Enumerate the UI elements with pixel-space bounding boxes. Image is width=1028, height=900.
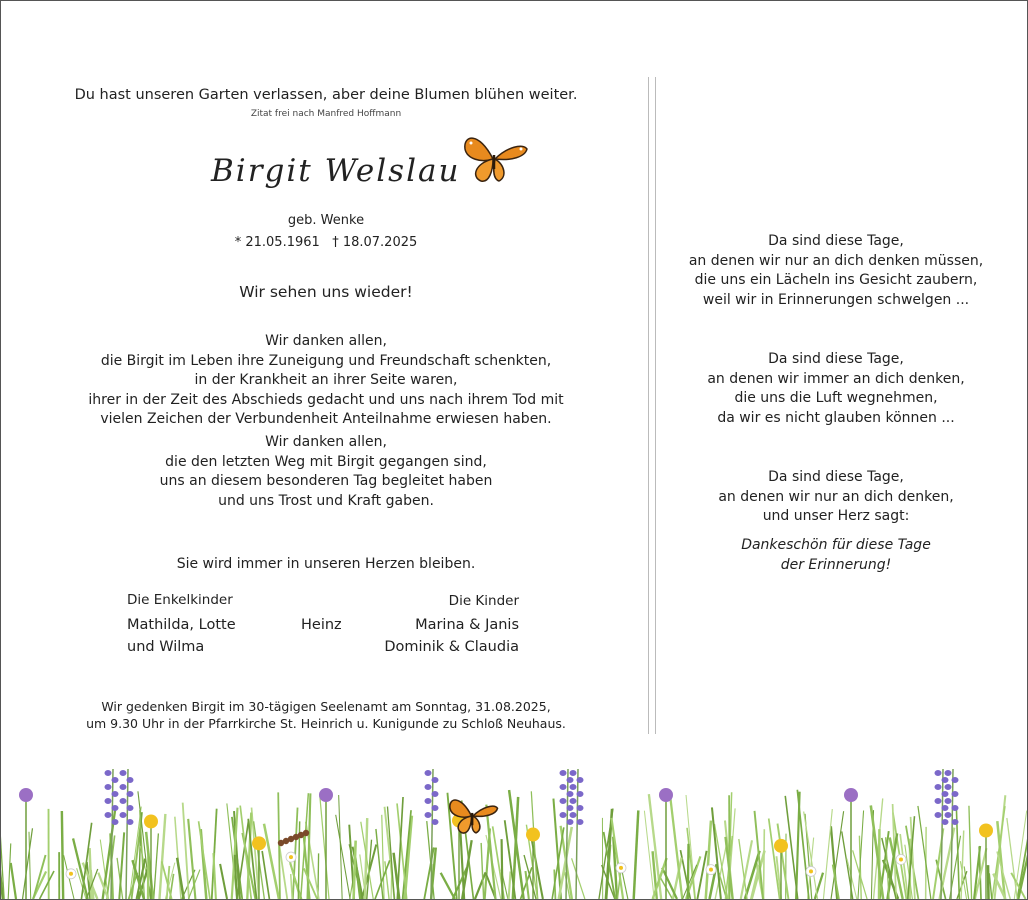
lavender-blossom <box>567 791 574 797</box>
grass-blade <box>23 828 33 899</box>
lavender-blossom <box>577 791 584 797</box>
grass-blade <box>159 814 165 899</box>
text-line: an denen wir nur an dich denken, <box>718 488 954 505</box>
lavender-blossom <box>105 770 112 776</box>
lavender-blossom <box>567 805 574 811</box>
children-label: Die Kinder <box>448 593 519 609</box>
children-names <box>384 614 519 658</box>
dandelion-blossom <box>526 828 540 842</box>
husband-name: Heinz <box>301 617 342 633</box>
dandelion-blossom <box>774 839 788 853</box>
lavender-blossom <box>942 819 949 825</box>
text-line: Marina & Janis <box>415 617 519 633</box>
lavender-blossom <box>577 777 584 783</box>
lavender-blossom <box>120 770 127 776</box>
lavender-blossom <box>425 770 432 776</box>
cornflower-blossom <box>319 788 333 802</box>
column-divider <box>648 77 656 734</box>
text-line: ihrer in der Zeit des Abschieds gedacht und uns nach ihrem Tod mit <box>88 391 564 408</box>
lavender-blossom <box>120 812 127 818</box>
poem-stanza-2 <box>656 350 1016 428</box>
butterfly-icon <box>459 129 531 189</box>
deceased-name: Birgit Welslau <box>211 153 461 189</box>
lavender-blossom <box>952 791 959 797</box>
grass-blade <box>188 819 195 899</box>
lavender-blossom <box>942 791 949 797</box>
text-line: Dominik & Claudia <box>384 639 519 655</box>
lavender-blossom <box>105 798 112 804</box>
lavender-blossom <box>127 791 134 797</box>
text-line: Da sind diese Tage, <box>768 233 904 249</box>
grass-blade <box>336 815 350 899</box>
lavender-blossom <box>127 777 134 783</box>
lavender-blossom <box>425 784 432 790</box>
lavender-blossom <box>952 777 959 783</box>
grass-blade <box>154 833 159 899</box>
grass-blade <box>509 872 511 899</box>
lavender-blossom <box>105 812 112 818</box>
lavender-blossom <box>560 798 567 804</box>
in-hearts-line: Sie wird immer in unseren Herzen bleiben. <box>176 556 476 572</box>
life-dates: * 21.05.1961 † 18.07.2025 <box>234 235 418 250</box>
grass-blade <box>183 803 189 899</box>
lavender-blossom <box>952 805 959 811</box>
grass-blade <box>391 866 392 899</box>
lavender-blossom <box>127 819 134 825</box>
daisy-center <box>619 866 623 870</box>
flower-stem <box>126 769 128 899</box>
grass-blade <box>706 821 711 899</box>
lavender-blossom <box>567 777 574 783</box>
opening-quote: Du hast unseren Garten verlassen, aber deine Blumen blühen weiter. <box>74 87 578 103</box>
lavender-blossom <box>112 791 119 797</box>
dandelion-blossom <box>144 814 158 828</box>
dandelion-blossom <box>979 823 993 837</box>
dandelion-blossom <box>252 836 266 850</box>
grass-blade <box>764 829 765 899</box>
lavender-blossom <box>952 819 959 825</box>
poem-stanza-1 <box>656 232 1016 310</box>
lavender-blossom <box>560 770 567 776</box>
daisy-center <box>69 872 73 876</box>
grass-blade <box>220 864 227 899</box>
lavender-blossom <box>935 812 942 818</box>
text-line: weil wir in Erinnerungen schwelgen ... <box>702 291 970 308</box>
grass-blade <box>918 806 931 899</box>
birth-name: geb. Wenke <box>287 213 365 228</box>
quote-source: Zitat frei nach Manfred Hoffmann <box>250 109 402 119</box>
lavender-blossom <box>560 784 567 790</box>
lavender-blossom <box>120 784 127 790</box>
meadow-flowers-illustration <box>1 759 1027 899</box>
thanks-paragraph-1 <box>41 332 611 430</box>
text-line: uns an diesem besonderen Tag begleitet haben <box>159 473 493 489</box>
text-line: und unser Herz sagt: <box>762 508 910 524</box>
grass-blade <box>796 792 800 899</box>
lavender-blossom <box>112 819 119 825</box>
lavender-blossom <box>112 777 119 783</box>
grandchildren-label: Die Enkelkinder <box>127 592 233 608</box>
text-line: die uns die Luft wegnehmen, <box>734 390 938 406</box>
lavender-blossom <box>942 805 949 811</box>
grass-blade <box>823 809 832 899</box>
lavender-blossom <box>105 784 112 790</box>
grass-blade <box>264 824 279 899</box>
memorial-mass-notice <box>41 698 611 732</box>
grass-blade <box>129 873 138 899</box>
lavender-blossom <box>432 819 439 825</box>
grass-blade <box>969 806 972 899</box>
lavender-blossom <box>127 805 134 811</box>
grass-blade <box>634 810 639 899</box>
text-line: Wir danken allen, <box>265 434 387 450</box>
thanks-paragraph-2 <box>41 433 611 511</box>
lavender-blossom <box>577 805 584 811</box>
daisy-center <box>899 857 903 861</box>
text-line: an denen wir nur an dich denken müssen, <box>688 252 984 269</box>
lavender-blossom <box>935 784 942 790</box>
text-line: die uns ein Lächeln ins Gesicht zaubern, <box>694 272 978 288</box>
grandchildren-names <box>127 614 236 658</box>
text-line: Wir gedenken Birgit im 30-tägigen Seelenamt am Sonntag, 31.08.2025, <box>101 699 551 714</box>
grass-blade <box>509 790 524 899</box>
text-line: in der Krankheit an ihrer Seite waren, <box>194 372 458 388</box>
lavender-blossom <box>567 819 574 825</box>
lavender-blossom <box>945 812 952 818</box>
text-line: und Wilma <box>127 639 205 655</box>
cornflower-blossom <box>844 788 858 802</box>
text-line: und uns Trost und Kraft gaben. <box>218 492 434 509</box>
text-line: der Erinnerung! <box>780 556 892 573</box>
grass-blade <box>320 796 329 899</box>
lavender-blossom <box>432 791 439 797</box>
grass-blade <box>502 839 503 899</box>
grass-blade <box>62 811 63 899</box>
lavender-blossom <box>570 798 577 804</box>
lavender-blossom <box>120 798 127 804</box>
lavender-blossom <box>935 798 942 804</box>
lavender-blossom <box>935 770 942 776</box>
grass-blade <box>441 873 455 899</box>
lavender-blossom <box>432 777 439 783</box>
text-line: Da sind diese Tage, <box>768 351 904 367</box>
poem-stanza-3 <box>656 468 1016 527</box>
flower-stem <box>576 769 578 899</box>
caterpillar-segment <box>303 830 309 836</box>
cornflower-blossom <box>19 788 33 802</box>
lavender-blossom <box>942 777 949 783</box>
lavender-blossom <box>425 812 432 818</box>
lavender-blossom <box>570 770 577 776</box>
grass-blade <box>40 871 54 899</box>
grass-blade <box>688 844 689 899</box>
text-line: Mathilda, Lotte <box>127 617 236 633</box>
text-line: an denen wir immer an dich denken, <box>707 370 965 387</box>
motto: Wir sehen uns wieder! <box>239 283 413 301</box>
text-line: Da sind diese Tage, <box>768 469 904 485</box>
lavender-blossom <box>112 805 119 811</box>
cornflower-blossom <box>659 788 673 802</box>
text-line: die den letzten Weg mit Birgit gegangen sind, <box>165 453 487 470</box>
daisy-center <box>709 868 713 872</box>
lavender-blossom <box>945 798 952 804</box>
text-line: die Birgit im Leben ihre Zuneigung und Freundschaft schenkten, <box>100 352 552 369</box>
flower-stem <box>566 769 568 899</box>
grass-blade <box>291 874 292 899</box>
grass-blade <box>213 853 215 899</box>
daisy-center <box>809 869 813 873</box>
poem-closing-italic <box>656 536 1016 575</box>
butterfly-icon <box>443 793 503 839</box>
text-line: Wir danken allen, <box>265 333 387 349</box>
lavender-blossom <box>570 812 577 818</box>
lavender-blossom <box>425 798 432 804</box>
lavender-blossom <box>560 812 567 818</box>
lavender-blossom <box>945 770 952 776</box>
lavender-blossom <box>570 784 577 790</box>
text-line: um 9.30 Uhr in der Pfarrkirche St. Heinrich u. Kunigunde zu Schloß Neuhaus. <box>86 716 566 731</box>
lavender-blossom <box>945 784 952 790</box>
lavender-blossom <box>432 805 439 811</box>
text-line: vielen Zeichen der Verbundenheit Anteilnahme erwiesen haben. <box>100 411 552 427</box>
grass-blade <box>481 843 483 899</box>
grass-blade <box>11 863 16 899</box>
text-line: Dankeschön für diese Tage <box>741 537 931 553</box>
grass-blade <box>572 858 585 899</box>
daisy-center <box>289 855 293 859</box>
grass-blade <box>8 843 11 899</box>
lavender-blossom <box>577 819 584 825</box>
text-line: da wir es nicht glauben können ... <box>717 409 955 426</box>
